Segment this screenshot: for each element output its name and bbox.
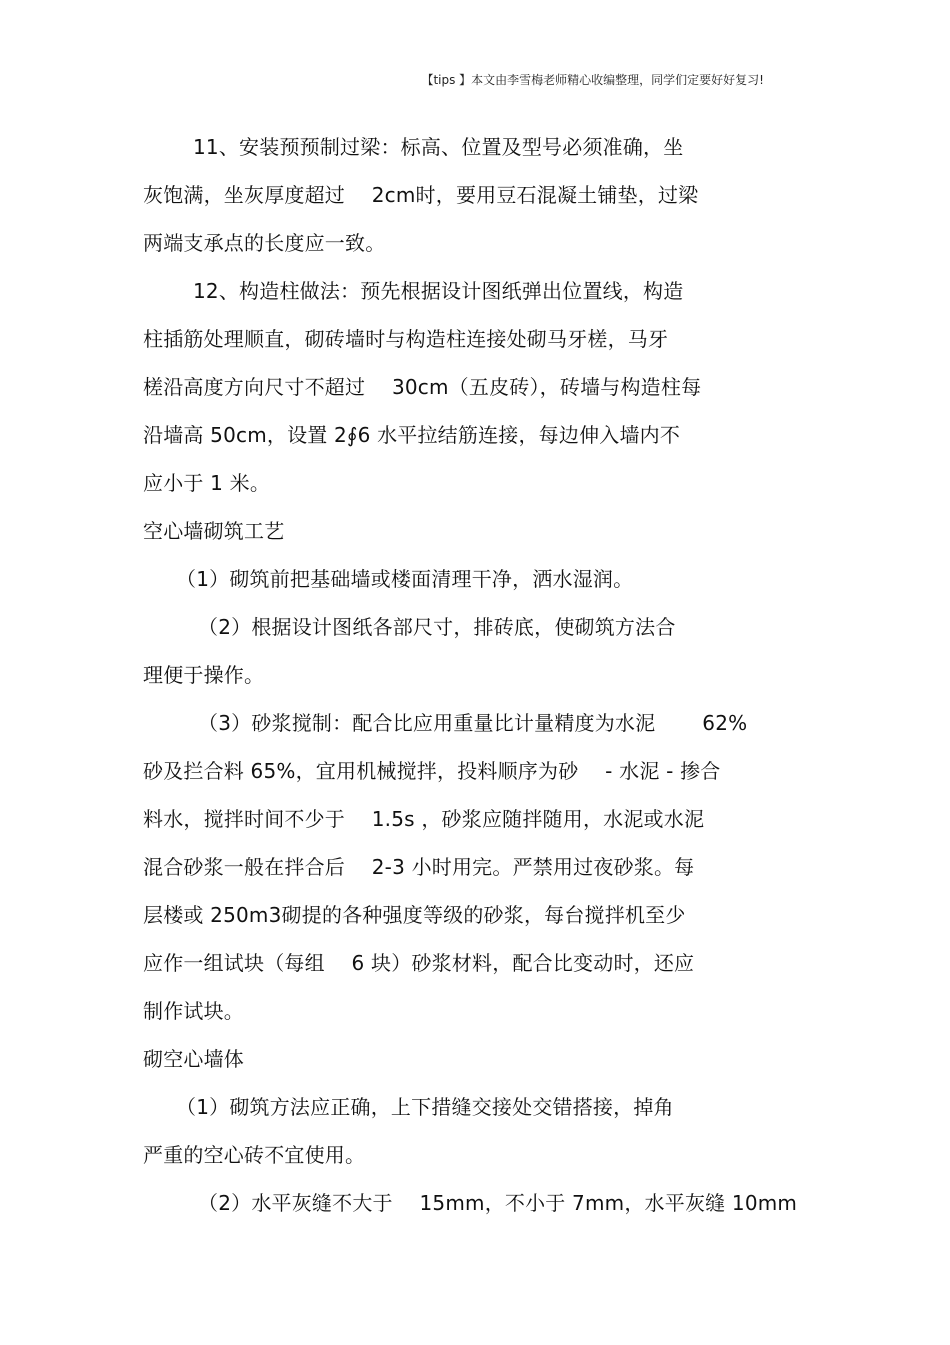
text-line: （2）根据设计图纸各部尺寸，排砖底，使砌筑方法合 xyxy=(198,615,676,639)
header-tip: 【tips 】本文由李雪梅老师精心收编整理，同学们定要好好复习! xyxy=(421,73,764,87)
text-line: 混合砂浆一般在拌合后 2-3 小时用完。严禁用过夜砂浆。每 xyxy=(143,855,695,879)
text-line: 应小于 1 米。 xyxy=(143,471,271,495)
text-line: 应作一组试块（每组 6 块）砂浆材料，配合比变动时，还应 xyxy=(143,951,695,975)
text-line: （1）砌筑前把基础墙或楼面清理干净，洒水湿润。 xyxy=(176,567,634,591)
text-line: 11、安装预预制过梁：标高、位置及型号必须准确，坐 xyxy=(193,135,684,159)
text-line: 制作试块。 xyxy=(143,999,244,1023)
text-line: 层楼或 250m3砌提的各种强度等级的砂浆，每台搅拌机至少 xyxy=(143,903,686,927)
text-line: （3）砂浆搅制：配合比应用重量比计量精度为水泥 62% xyxy=(198,711,748,735)
text-line: （2）水平灰缝不大于 15mm，不小于 7mm，水平灰缝 10mm xyxy=(198,1191,798,1215)
text-line: 槎沿高度方向尺寸不超过 30cm（五皮砖），砖墙与构造柱每 xyxy=(143,375,702,399)
text-line: 两端支承点的长度应一致。 xyxy=(143,231,386,255)
text-line: 严重的空心砖不宜使用。 xyxy=(143,1143,366,1167)
text-line: 灰饱满，坐灰厚度超过 2cm时，要用豆石混凝土铺垫，过梁 xyxy=(143,183,699,207)
text-line: 柱插筋处理顺直，砌砖墙时与构造柱连接处砌马牙槎，马牙 xyxy=(143,327,669,351)
text-line: 12、构造柱做法：预先根据设计图纸弹出位置线，构造 xyxy=(193,279,684,303)
text-line: （1）砌筑方法应正确，上下措缝交接处交错搭接，掉角 xyxy=(176,1095,674,1119)
section-heading: 空心墙砌筑工艺 xyxy=(143,519,285,543)
text-line: 砂及拦合料 65%，宜用机械搅拌，投料顺序为砂 - 水泥 - 掺合 xyxy=(143,759,721,783)
section-heading: 砌空心墙体 xyxy=(143,1047,244,1071)
text-line: 料水，搅拌时间不少于 1.5s ，砂浆应随拌随用，水泥或水泥 xyxy=(143,807,705,831)
text-line: 理便于操作。 xyxy=(143,663,265,687)
text-line: 沿墙高 50cm，设置 2∮6 水平拉结筋连接，每边伸入墙内不 xyxy=(143,423,681,447)
